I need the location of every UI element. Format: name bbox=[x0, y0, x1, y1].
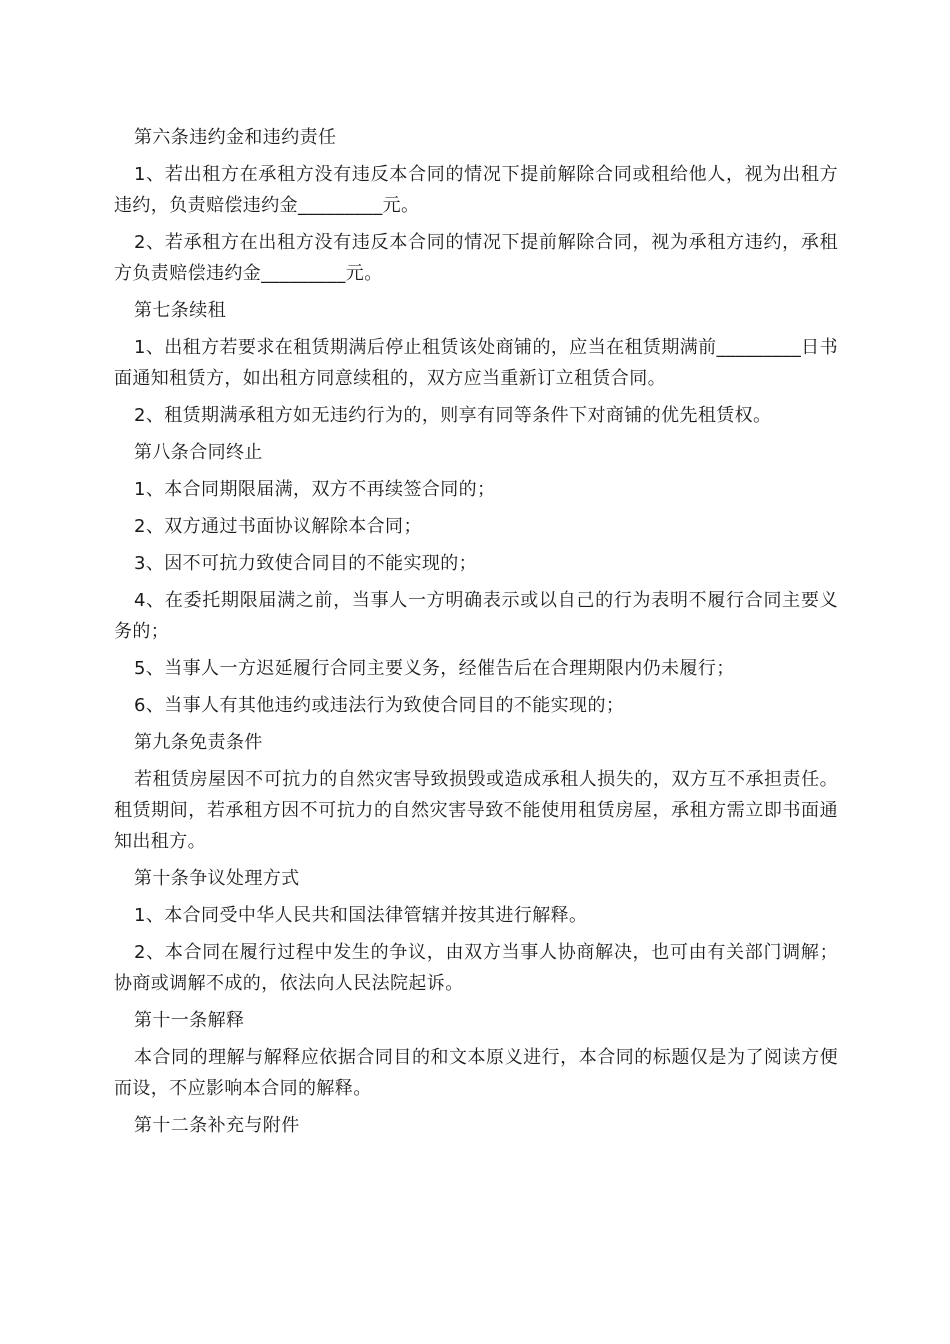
article-7-heading: 第七条续租 bbox=[134, 300, 226, 321]
article-10-clause-1: 1、本合同受中华人民共和国法律管辖并按其进行解释。 bbox=[134, 905, 588, 926]
article-9-heading: 第九条免责条件 bbox=[134, 732, 263, 753]
article-11-body: 本合同的理解与解释应依据合同目的和文本原义进行，本合同的标题仅是为了阅读方便而设，不应影响本合同的解释。 bbox=[114, 1047, 838, 1099]
article-11-heading: 第十一条解释 bbox=[134, 1010, 245, 1031]
article-9-body: 若租赁房屋因不可抗力的自然灾害导致损毁或造成承租人损失的，双方互不承担责任。租赁期间，若承租方因不可抗力的自然灾害导致不能使用租赁房屋，承租方需立即书面通知出租方。 bbox=[114, 769, 838, 852]
article-8-clause-3: 3、因不可抗力致使合同目的不能实现的； bbox=[134, 553, 478, 574]
article-7-clause-1: 1、出租方若要求在租赁期满后停止租赁该处商铺的，应当在租赁期满前_________日书面通知租赁方，如出租方同意续租的，双方应当重新订立租赁合同。 bbox=[114, 337, 838, 389]
article-8-clause-6: 6、当事人有其他违约或违法行为致使合同目的不能实现的； bbox=[134, 695, 625, 716]
article-6-clause-1: 1、若出租方在承租方没有违反本合同的情况下提前解除合同或租给他人，视为出租方违约，负责赔偿违约金_________元。 bbox=[114, 164, 838, 216]
article-8-clause-2: 2、双方通过书面协议解除本合同； bbox=[134, 516, 422, 537]
document-body bbox=[114, 122, 838, 1147]
article-12-heading: 第十二条补充与附件 bbox=[134, 1115, 300, 1136]
article-6-clause-2: 2、若承租方在出租方没有违反本合同的情况下提前解除合同，视为承租方违约，承租方负责赔偿违约金_________元。 bbox=[114, 232, 838, 284]
article-6-heading: 第六条违约金和违约责任 bbox=[134, 127, 337, 148]
article-8-clause-4: 4、在委托期限届满之前，当事人一方明确表示或以自己的行为表明不履行合同主要义务的； bbox=[114, 590, 838, 642]
article-8-heading: 第八条合同终止 bbox=[134, 442, 263, 463]
article-7-clause-2: 2、租赁期满承租方如无违约行为的，则享有同等条件下对商铺的优先租赁权。 bbox=[134, 405, 772, 426]
article-10-clause-2: 2、本合同在履行过程中发生的争议，由双方当事人协商解决，也可由有关部门调解；协商或调解不成的，依法向人民法院起诉。 bbox=[114, 942, 838, 994]
article-8-clause-1: 1、本合同期限届满，双方不再续签合同的； bbox=[134, 479, 496, 500]
article-8-clause-5: 5、当事人一方迟延履行合同主要义务，经催告后在合理期限内仍未履行； bbox=[134, 658, 735, 679]
article-10-heading: 第十条争议处理方式 bbox=[134, 868, 300, 889]
